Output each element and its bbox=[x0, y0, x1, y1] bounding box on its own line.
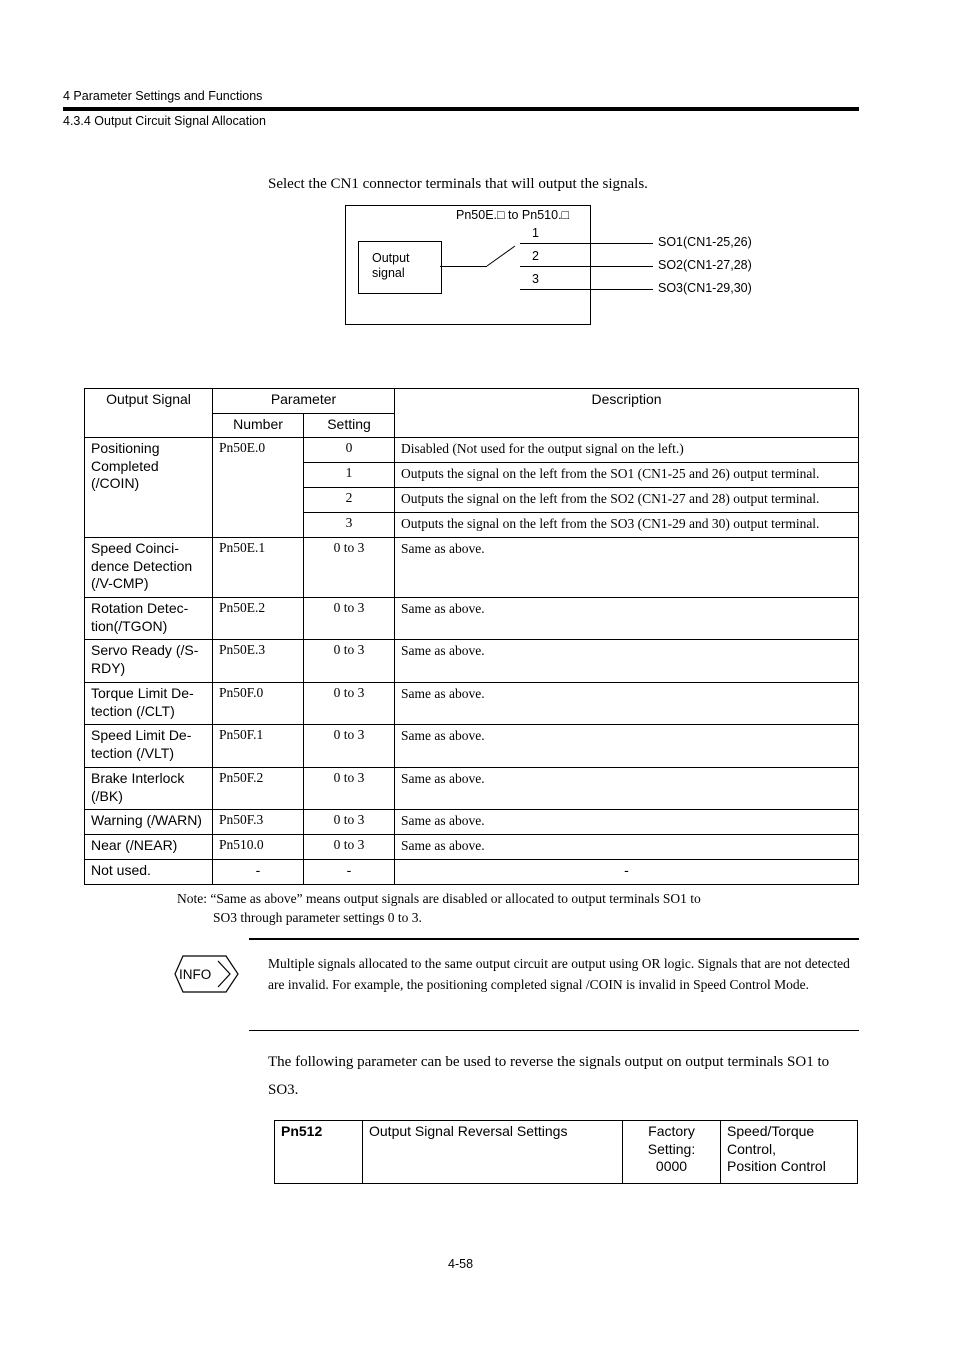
signal-cell: Not used. bbox=[85, 860, 213, 885]
table-row bbox=[85, 640, 859, 683]
so2-line bbox=[520, 266, 653, 267]
number-cell: Pn50E.1 bbox=[213, 538, 304, 598]
description-cell: Disabled (Not used for the output signal on the left.) bbox=[395, 438, 859, 463]
number-cell: Pn50F.3 bbox=[213, 810, 304, 835]
table-row bbox=[85, 683, 859, 725]
signal-cell: Speed Limit De-tection (/VLT) bbox=[85, 725, 213, 768]
table-row bbox=[85, 725, 859, 768]
number-cell: Pn50E.0 bbox=[213, 438, 304, 538]
setting-cell: 1 bbox=[304, 463, 395, 488]
parameter-range-label: Pn50E.□ to Pn510.□ bbox=[456, 208, 570, 222]
table-row bbox=[85, 810, 859, 835]
control-mode-line3: Position Control bbox=[727, 1158, 826, 1174]
setting-cell: 0 to 3 bbox=[304, 598, 395, 640]
info-text: Multiple signals allocated to the same output circuit are output using OR logic. Signals that are not detected are invalid. For example, the positioning completed signal /COIN is invalid in Speed Control Mode. bbox=[268, 956, 850, 992]
number-cell: Pn510.0 bbox=[213, 835, 304, 860]
note-line1: Note: “Same as above” means output signals are disabled or allocated to output terminals SO1 to bbox=[177, 891, 701, 906]
signal-cell: Rotation Detec-tion(/TGON) bbox=[85, 598, 213, 640]
setting-cell: 3 bbox=[304, 513, 395, 538]
number-cell: Pn50E.3 bbox=[213, 640, 304, 683]
table-note bbox=[177, 889, 701, 927]
number-cell: Pn50F.1 bbox=[213, 725, 304, 768]
signal-cell: Positioning Completed (/COIN) bbox=[85, 438, 213, 538]
intro-text: Select the CN1 connector terminals that will output the signals. bbox=[268, 176, 648, 192]
description-cell: - bbox=[395, 860, 859, 885]
factory-setting bbox=[623, 1121, 721, 1184]
table-row bbox=[85, 538, 859, 598]
number-cell: Pn50F.0 bbox=[213, 683, 304, 725]
setting-cell: 0 to 3 bbox=[304, 640, 395, 683]
number-cell: Pn50E.2 bbox=[213, 598, 304, 640]
header-number: Number bbox=[213, 414, 304, 438]
description-cell: Same as above. bbox=[395, 835, 859, 860]
signal-cell: Warning (/WARN) bbox=[85, 810, 213, 835]
description-cell: Same as above. bbox=[395, 598, 859, 640]
position-1-label: 1 bbox=[532, 226, 539, 240]
section-heading: 4.3.4 Output Circuit Signal Allocation bbox=[63, 114, 266, 128]
so3-line bbox=[520, 289, 653, 290]
table-row bbox=[275, 1121, 858, 1184]
following-text: The following parameter can be used to reverse the signals output on output terminals SO1 to SO3. bbox=[268, 1054, 830, 1098]
table-row bbox=[85, 598, 859, 640]
output-signal-label bbox=[372, 251, 410, 281]
so1-label: SO1(CN1-25,26) bbox=[658, 235, 752, 249]
signal-cell: Speed Coinci-dence Detection (/V-CMP) bbox=[85, 538, 213, 598]
setting-cell: 0 to 3 bbox=[304, 725, 395, 768]
header-description: Description bbox=[395, 389, 859, 438]
number-cell: - bbox=[213, 860, 304, 885]
setting-cell: 2 bbox=[304, 488, 395, 513]
switch-input-line bbox=[440, 266, 487, 267]
description-cell: Same as above. bbox=[395, 640, 859, 683]
info-bottom-rule bbox=[249, 1030, 859, 1031]
description-cell: Outputs the signal on the left from the SO2 (CN1-27 and 28) output terminal. bbox=[395, 488, 859, 513]
table-row bbox=[85, 768, 859, 810]
description-cell: Outputs the signal on the left from the SO1 (CN1-25 and 26) output terminal. bbox=[395, 463, 859, 488]
header-rule bbox=[63, 107, 859, 111]
signal-cell: Near (/NEAR) bbox=[85, 835, 213, 860]
setting-cell: - bbox=[304, 860, 395, 885]
info-icon-label: INFO bbox=[179, 967, 212, 982]
signal-allocation-table bbox=[84, 388, 859, 885]
number-cell: Pn50F.2 bbox=[213, 768, 304, 810]
parameter-table bbox=[274, 1120, 858, 1184]
table-row bbox=[85, 438, 859, 463]
note-line2: SO3 through parameter settings 0 to 3. bbox=[213, 910, 422, 925]
setting-cell: 0 to 3 bbox=[304, 683, 395, 725]
setting-cell: 0 to 3 bbox=[304, 538, 395, 598]
factory-setting-line2: Setting: bbox=[647, 1140, 696, 1157]
setting-cell: 0 to 3 bbox=[304, 768, 395, 810]
signal-cell: Brake Interlock (/BK) bbox=[85, 768, 213, 810]
description-cell: Same as above. bbox=[395, 768, 859, 810]
position-2-label: 2 bbox=[532, 249, 539, 263]
control-mode bbox=[721, 1121, 858, 1184]
factory-setting-value: 0000 bbox=[655, 1158, 688, 1174]
description-cell: Same as above. bbox=[395, 538, 859, 598]
so2-label: SO2(CN1-27,28) bbox=[658, 258, 752, 272]
so3-label: SO3(CN1-29,30) bbox=[658, 281, 752, 295]
parameter-name: Output Signal Reversal Settings bbox=[363, 1121, 623, 1184]
factory-setting-line1: Factory bbox=[648, 1123, 695, 1139]
output-signal-label-line1: Output bbox=[372, 251, 410, 265]
output-signal-label-line2: signal bbox=[372, 266, 405, 280]
description-cell: Same as above. bbox=[395, 683, 859, 725]
description-cell: Outputs the signal on the left from the SO3 (CN1-29 and 30) output terminal. bbox=[395, 513, 859, 538]
control-mode-line1: Speed/Torque bbox=[727, 1123, 815, 1139]
position-3-label: 3 bbox=[532, 272, 539, 286]
parameter-id: Pn512 bbox=[275, 1121, 363, 1184]
header-setting: Setting bbox=[304, 414, 395, 438]
setting-cell: 0 to 3 bbox=[304, 810, 395, 835]
info-icon bbox=[174, 955, 240, 993]
so1-line bbox=[520, 243, 653, 244]
control-mode-line2: Control, bbox=[727, 1140, 777, 1157]
setting-cell: 0 bbox=[304, 438, 395, 463]
setting-cell: 0 to 3 bbox=[304, 835, 395, 860]
info-top-rule bbox=[249, 938, 859, 940]
header-output-signal: Output Signal bbox=[85, 389, 213, 438]
table-row bbox=[85, 860, 859, 885]
header-parameter: Parameter bbox=[213, 389, 395, 414]
signal-cell: Servo Ready (/S-RDY) bbox=[85, 640, 213, 683]
page-number: 4-58 bbox=[448, 1257, 474, 1271]
description-cell: Same as above. bbox=[395, 725, 859, 768]
description-cell: Same as above. bbox=[395, 810, 859, 835]
switch-icon bbox=[485, 245, 517, 267]
table-row bbox=[85, 835, 859, 860]
signal-cell: Torque Limit De-tection (/CLT) bbox=[85, 683, 213, 725]
chapter-heading: 4 Parameter Settings and Functions bbox=[63, 89, 263, 103]
